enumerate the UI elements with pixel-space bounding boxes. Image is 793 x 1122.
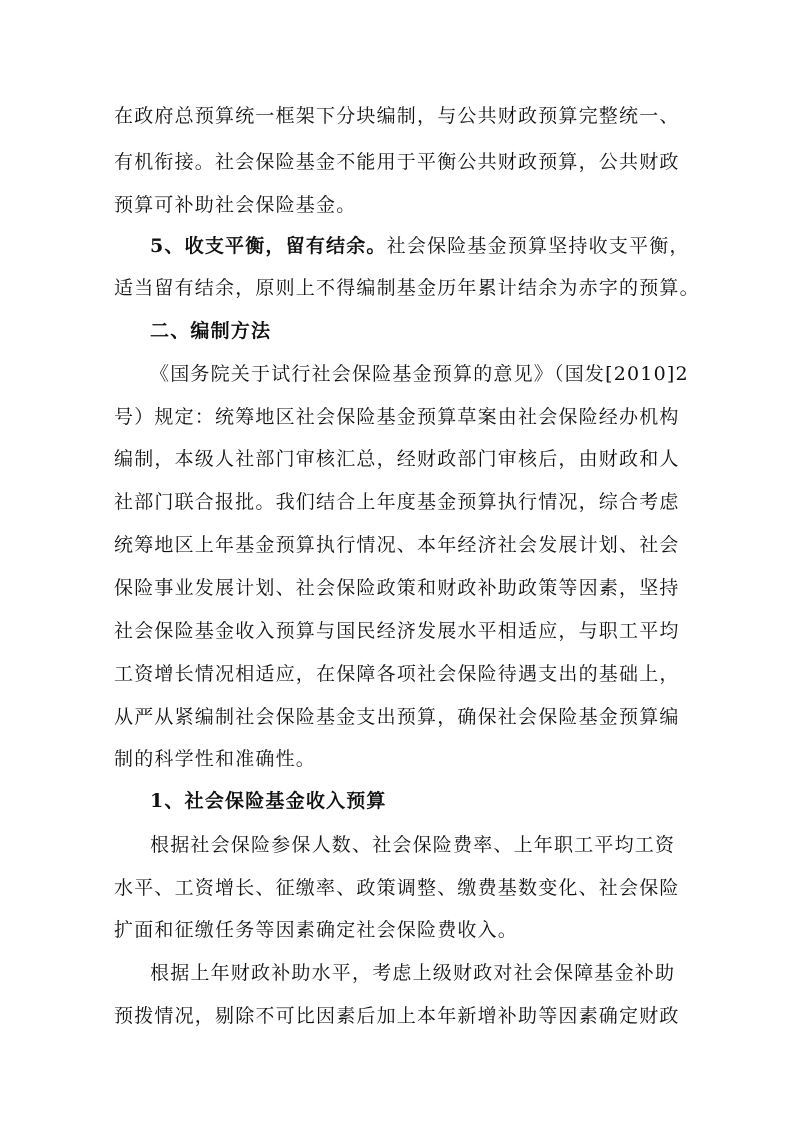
body-text-line: 扩面和征缴任务等因素确定社会保险费收入。 <box>114 919 519 941</box>
body-text-line: 社会保险基金收入预算与国民经济发展水平相适应，与职工平均 <box>114 620 680 642</box>
body-text-line: 工资增长情况相适应，在保障各项社会保险待遇支出的基础上， <box>114 663 680 685</box>
body-text-line: 在政府总预算统一框架下分块编制，与公共财政预算完整统一、 <box>114 105 680 127</box>
numbered-principle <box>150 226 770 266</box>
body-text-line: 制的科学性和准确性。 <box>114 748 317 770</box>
body-text-line: 保险事业发展计划、社会保险政策和财政补助政策等因素，坚持 <box>114 577 680 599</box>
principle-text: 社会保险基金预算坚持收支平衡， <box>386 235 690 257</box>
body-text-line: 从严从紧编制社会保险基金支出预算，确保社会保险基金预算编 <box>114 706 680 728</box>
body-text-line: 编制，本级人社部门审核汇总，经财政部门审核后，由财政和人 <box>114 448 680 470</box>
body-text-line: 根据社会保险参保人数、社会保险费率、上年职工平均工资 <box>150 834 676 856</box>
subsection-heading: 1、社会保险基金收入预算 <box>150 790 387 812</box>
body-text-line: 有机衔接。社会保险基金不能用于平衡公共财政预算，公共财政 <box>114 151 680 173</box>
body-text-line: 预算可补助社会保险基金。 <box>114 194 357 216</box>
body-text-line: 《国务院关于试行社会保险基金预算的意见》（国发[2010]2 <box>150 363 689 385</box>
principle-heading: 5、收支平衡，留有结余。 <box>150 235 387 257</box>
body-text-line: 统筹地区上年基金预算执行情况、本年经济社会发展计划、社会 <box>114 534 680 556</box>
body-text-line: 社部门联合报批。我们结合上年度基金预算执行情况，综合考虑 <box>114 491 680 513</box>
body-text-line: 根据上年财政补助水平，考虑上级财政对社会保障基金补助 <box>150 962 676 984</box>
body-text-line: 号）规定：统筹地区社会保险基金预算草案由社会保险经办机构 <box>114 406 680 428</box>
body-text-line: 水平、工资增长、征缴率、政策调整、缴费基数变化、社会保险 <box>114 877 680 899</box>
body-text-line: 适当留有结余，原则上不得编制基金历年累计结余为赤字的预算。 <box>114 277 700 299</box>
body-text-line: 预拨情况，剔除不可比因素后加上本年新增补助等因素确定财政 <box>114 1005 680 1027</box>
section-heading: 二、编制方法 <box>150 320 272 342</box>
